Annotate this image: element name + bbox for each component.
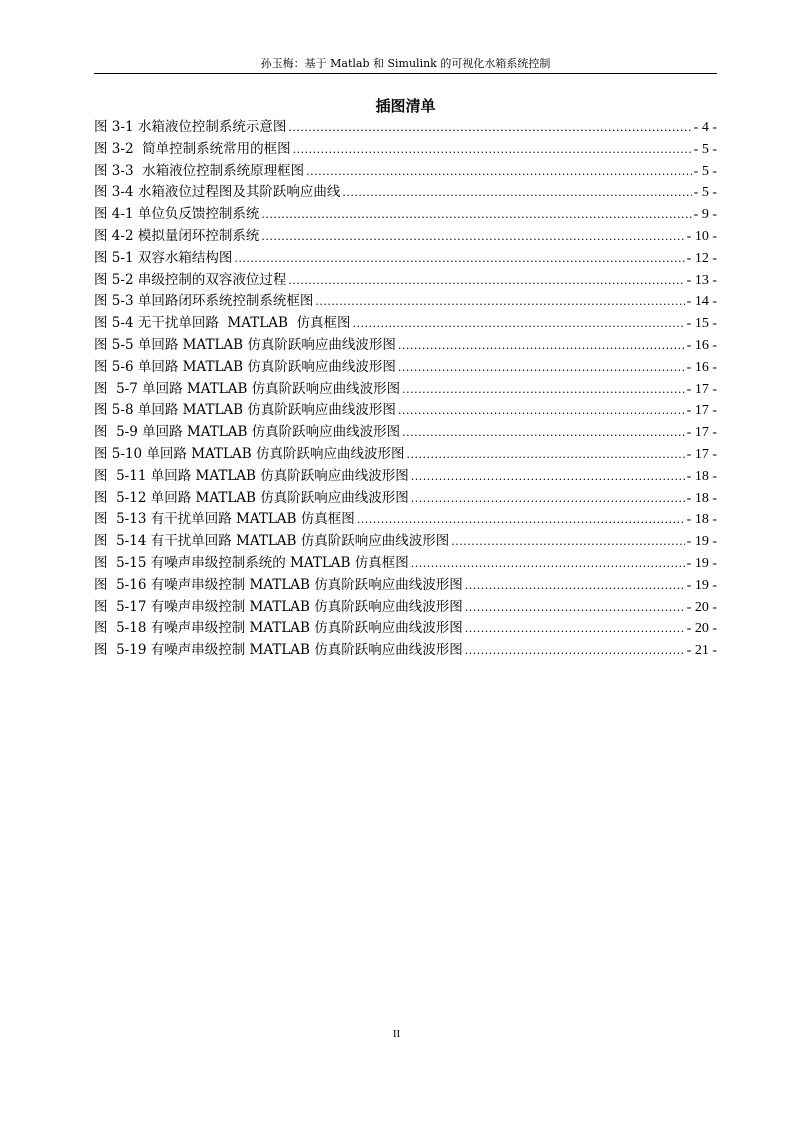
toc-entry-page: - 16 -	[686, 337, 717, 353]
toc-entry[interactable]	[94, 488, 717, 510]
toc-entry-label: 图 5-9 单回路 MATLAB 仿真阶跃响应曲线波形图	[94, 424, 401, 441]
dot-leader	[357, 509, 685, 531]
dot-leader	[465, 618, 685, 640]
toc-entry-label: 图 5-16 有噪声串级控制 MATLAB 仿真阶跃响应曲线波形图	[94, 576, 463, 593]
toc-entry-page: - 15 -	[686, 316, 717, 332]
toc-entry[interactable]	[94, 379, 717, 401]
toc-entry-label: 图 4-2 模拟量闭环控制系统	[94, 227, 260, 244]
toc-entry[interactable]	[94, 139, 717, 161]
toc-entry-label: 图 4-1 单位负反馈控制系统	[94, 206, 260, 223]
toc-entry-page: - 10 -	[686, 228, 717, 244]
toc-entry-page: - 5 -	[693, 185, 717, 201]
toc-entry[interactable]	[94, 335, 717, 357]
dot-leader	[411, 553, 685, 575]
toc-entry-page: - 19 -	[686, 534, 717, 550]
toc-entry[interactable]	[94, 357, 717, 379]
toc-entry-page: - 14 -	[686, 294, 717, 310]
toc-entry-page: - 18 -	[686, 490, 717, 506]
toc-entry[interactable]	[94, 575, 717, 597]
dot-leader	[451, 531, 684, 553]
toc-entry-label: 图 5-8 单回路 MATLAB 仿真阶跃响应曲线波形图	[94, 402, 396, 419]
toc-entry-label: 图 5-3 单回路闭环系统控制系统框图	[94, 293, 314, 310]
toc-entry[interactable]	[94, 182, 717, 204]
toc-entry[interactable]	[94, 422, 717, 444]
toc-entry-page: - 19 -	[686, 577, 717, 593]
toc-entry-label: 图 5-4 无干扰单回路 MATLAB 仿真框图	[94, 315, 351, 332]
toc-entry[interactable]	[94, 444, 717, 466]
toc-entry-label: 图 5-10 单回路 MATLAB 仿真阶跃响应曲线波形图	[94, 445, 405, 462]
toc-entry[interactable]	[94, 531, 717, 553]
toc-entry-label: 图 3-4 水箱液位过程图及其阶跃响应曲线	[94, 184, 341, 201]
header-divider	[94, 73, 717, 74]
toc-entry-page: - 17 -	[686, 381, 717, 397]
dot-leader	[293, 139, 692, 161]
toc-entry-label: 图 5-2 串级控制的双容液位过程	[94, 271, 287, 288]
toc-entry-label: 图 5-14 有干扰单回路 MATLAB 仿真阶跃响应曲线波形图	[94, 533, 450, 550]
toc-entry[interactable]	[94, 597, 717, 619]
toc-entry-page: - 20 -	[686, 599, 717, 615]
dot-leader	[352, 313, 684, 335]
toc-entry-page: - 17 -	[686, 425, 717, 441]
dot-leader	[465, 597, 685, 619]
running-header: 孙玉梅：基于 Matlab 和 Simulink 的可视化水箱系统控制	[260, 57, 551, 70]
toc-entry-page: - 17 -	[686, 403, 717, 419]
toc-entry-page: - 12 -	[686, 250, 717, 266]
dot-leader	[288, 117, 691, 139]
dot-leader	[411, 488, 685, 510]
toc-entry-page: - 4 -	[693, 120, 717, 135]
toc-entry-label: 图 3-2 简单控制系统常用的框图	[94, 140, 291, 157]
toc-entry-page: - 5 -	[693, 141, 717, 157]
toc-entry-label: 图 5-17 有噪声串级控制 MATLAB 仿真阶跃响应曲线波形图	[94, 598, 463, 615]
dot-leader	[411, 466, 685, 488]
toc-entry[interactable]	[94, 161, 717, 183]
dot-leader	[261, 204, 691, 226]
toc-entry[interactable]	[94, 640, 717, 662]
dot-leader	[261, 226, 684, 248]
toc-entry-label: 图 5-1 双容水箱结构图	[94, 249, 233, 266]
toc-entry-label: 图 5-12 单回路 MATLAB 仿真阶跃响应曲线波形图	[94, 489, 409, 506]
dot-leader	[402, 379, 685, 401]
toc-entry[interactable]	[94, 466, 717, 488]
toc-entry-label: 图 5-19 有噪声串级控制 MATLAB 仿真阶跃响应曲线波形图	[94, 642, 463, 659]
toc-entry-label: 图 3-3 水箱液位控制系统原理框图	[94, 162, 305, 179]
dot-leader	[342, 182, 691, 204]
toc-entry[interactable]	[94, 291, 717, 313]
toc-entry-page: - 16 -	[686, 359, 717, 375]
toc-entry[interactable]	[94, 117, 717, 139]
toc-entry-page: - 13 -	[686, 272, 717, 288]
toc-entry[interactable]	[94, 270, 717, 292]
dot-leader	[398, 400, 685, 422]
toc-entry[interactable]	[94, 400, 717, 422]
dot-leader	[288, 270, 684, 292]
toc-entry[interactable]	[94, 248, 717, 270]
toc-entry-label: 图 5-6 单回路 MATLAB 仿真阶跃响应曲线波形图	[94, 358, 396, 375]
toc-entry-label: 图 5-7 单回路 MATLAB 仿真阶跃响应曲线波形图	[94, 380, 401, 397]
figure-list	[94, 117, 717, 662]
dot-leader	[465, 640, 685, 662]
toc-entry-page: - 21 -	[686, 643, 717, 659]
toc-entry-page: - 9 -	[693, 207, 717, 223]
dot-leader	[315, 291, 684, 313]
toc-entry-page: - 18 -	[686, 512, 717, 528]
dot-leader	[465, 575, 685, 597]
toc-entry-label: 图 5-5 单回路 MATLAB 仿真阶跃响应曲线波形图	[94, 336, 396, 353]
toc-entry-page: - 17 -	[686, 446, 717, 462]
dot-leader	[406, 444, 684, 466]
toc-entry-page: - 18 -	[686, 468, 717, 484]
page-title: 插图清单	[375, 97, 436, 115]
toc-entry-page: - 5 -	[693, 163, 717, 179]
toc-entry-label: 图 5-11 单回路 MATLAB 仿真阶跃响应曲线波形图	[94, 467, 409, 484]
toc-entry[interactable]	[94, 553, 717, 575]
toc-entry[interactable]	[94, 204, 717, 226]
dot-leader	[306, 161, 692, 183]
dot-leader	[234, 248, 684, 270]
toc-entry-label: 图 5-15 有噪声串级控制系统的 MATLAB 仿真框图	[94, 554, 409, 571]
toc-entry-label: 图 5-13 有干扰单回路 MATLAB 仿真框图	[94, 511, 355, 528]
toc-entry-label: 图 3-1 水箱液位控制系统示意图	[94, 119, 287, 135]
dot-leader	[402, 422, 685, 444]
page-number: II	[392, 1028, 401, 1040]
toc-entry-page: - 19 -	[686, 555, 717, 571]
toc-entry-label: 图 5-18 有噪声串级控制 MATLAB 仿真阶跃响应曲线波形图	[94, 620, 463, 637]
toc-entry[interactable]	[94, 226, 717, 248]
toc-entry[interactable]	[94, 509, 717, 531]
toc-entry[interactable]	[94, 618, 717, 640]
dot-leader	[398, 335, 685, 357]
dot-leader	[398, 357, 685, 379]
toc-entry-page: - 20 -	[686, 621, 717, 637]
toc-entry[interactable]	[94, 313, 717, 335]
